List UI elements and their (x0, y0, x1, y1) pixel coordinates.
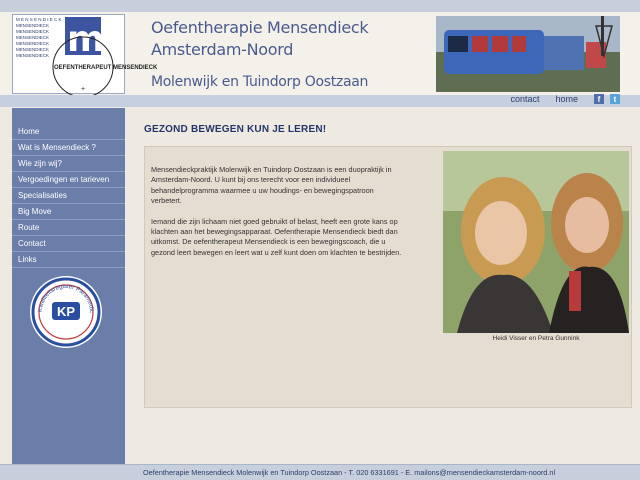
sidebar-item-vergoedingen[interactable]: Vergoedingen en tarieven (12, 172, 125, 188)
sidebar-item-route[interactable]: Route (12, 220, 125, 236)
svg-text:MENSENDIECK: MENSENDIECK (16, 29, 50, 34)
intro-paragraph-2: Iemand die zijn lichaam niet goed gebruikt of belast, heeft een grote kans op klachten aan het bewegingsapparaat. Oefentherapie Mensendieck biedt dan uitkomst. De oefentherapeut Mensendieck is een bewegingscoach, die u gezond leert bewegen en leert wat u zelf kunt doen om klachten te bestrijden. (151, 216, 402, 257)
sidebar-item-home[interactable]: Home (12, 124, 125, 140)
svg-text:MENSENDIECK: MENSENDIECK (16, 47, 50, 52)
footer-contact-text: Oefentherapie Mensendieck Molenwijk en Tuindorp Oostzaan - T. 020 6331691 - E. mailons@mensendieckamsterdam-noord.nl (143, 468, 556, 477)
svg-text:MENSENDIECK: MENSENDIECK (16, 41, 50, 46)
top-nav (510, 94, 620, 104)
svg-text:M E N S E N D I E C K: M E N S E N D I E C K (16, 17, 62, 22)
badge-center-text: KP (56, 304, 76, 319)
page-title: GEZOND BEWEGEN KUN JE LEREN! (144, 124, 327, 135)
sidebar-item-big-move[interactable]: Big Move (12, 204, 125, 220)
site-title-line2: Amsterdam-Noord (151, 40, 294, 59)
logo-text: OEFENTHERAPEUT MENSENDIECK (54, 65, 158, 71)
sidebar-item-specialisaties[interactable]: Specialisaties (12, 188, 125, 204)
svg-text:MENSENDIECK: MENSENDIECK (16, 35, 50, 40)
svg-text:MENSENDIECK: MENSENDIECK (16, 53, 50, 58)
practice-logo[interactable] (12, 14, 158, 94)
sidebar-menu (12, 108, 125, 464)
sidebar-item-wat-is-mensendieck[interactable]: Wat is Mensendieck ? (12, 140, 125, 156)
sidebar-item-contact[interactable]: Contact (12, 236, 125, 252)
therapists-photo (443, 151, 629, 333)
svg-text:m: m (67, 19, 105, 60)
top-nav-home-link[interactable]: home (555, 94, 578, 104)
facebook-icon[interactable]: f (594, 94, 604, 104)
badge-ring-text: Kwaliteitsregister Paramedic (37, 283, 95, 314)
svg-text:MENSENDIECK: MENSENDIECK (16, 23, 50, 28)
twitter-icon[interactable]: t (610, 94, 620, 104)
kwaliteitsregister-badge[interactable] (30, 276, 102, 348)
header (0, 12, 640, 96)
content-box (144, 146, 632, 408)
sidebar-item-wie-zijn-wij[interactable]: Wie zijn wij? (12, 156, 125, 172)
top-nav-contact-link[interactable]: contact (510, 94, 540, 104)
intro-text (151, 165, 403, 268)
site-subtitle: Molenwijk en Tuindorp Oostzaan (151, 74, 369, 90)
footer (0, 464, 640, 480)
intro-paragraph-1: Mensendieckpraktijk Molenwijk en Tuindorp Oostzaan is een duopraktijk in Amsterdam-Noord. U kunt bij ons terecht voor een individueel behandelprogramma waarmee u uw houdings- en bewegingspatroon verbetert. (151, 165, 392, 206)
svg-text:+: + (81, 86, 86, 93)
site-title-line1: Oefentherapie Mensendieck (151, 18, 369, 37)
top-strip (0, 0, 640, 12)
photo-caption: Heidi Visser en Petra Gunnink (492, 335, 580, 342)
sidebar-item-links[interactable]: Links (12, 252, 125, 268)
header-photo-tram (436, 16, 620, 92)
